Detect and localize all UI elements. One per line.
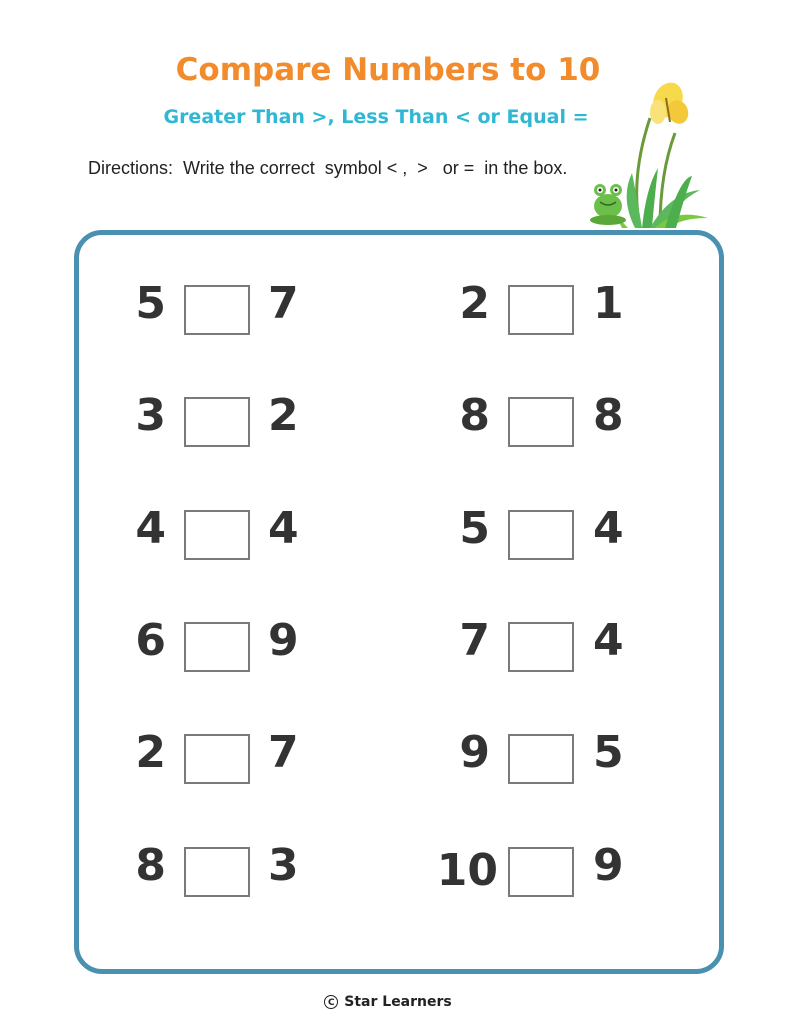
answer-box[interactable] — [184, 734, 250, 784]
right-number-a: 2 — [459, 278, 490, 329]
page-subtitle: Greater Than >, Less Than < or Equal = — [163, 106, 589, 128]
right-number-a: 7 — [459, 615, 490, 666]
left-number-b: 9 — [268, 615, 299, 666]
left-number-a: 8 — [135, 840, 166, 891]
right-number-a: 9 — [459, 727, 490, 778]
answer-box[interactable] — [184, 285, 250, 335]
frog-icon — [590, 184, 626, 225]
right-number-b: 9 — [593, 840, 624, 891]
right-number-b: 8 — [593, 390, 624, 441]
copyright-icon: C — [324, 995, 338, 1009]
answer-box[interactable] — [508, 622, 574, 672]
right-number-b: 4 — [593, 615, 624, 666]
right-number-b: 1 — [593, 278, 624, 329]
left-number-b: 2 — [268, 390, 299, 441]
right-number-a: 5 — [459, 503, 490, 554]
left-number-b: 7 — [268, 727, 299, 778]
answer-box[interactable] — [184, 622, 250, 672]
butterfly-icon — [648, 78, 692, 127]
answer-box[interactable] — [508, 734, 574, 784]
left-number-a: 3 — [135, 390, 166, 441]
answer-box[interactable] — [184, 510, 250, 560]
page-title: Compare Numbers to 10 — [175, 52, 601, 88]
right-number-b: 4 — [593, 503, 624, 554]
left-number-b: 3 — [268, 840, 299, 891]
right-number-a: 10 — [436, 845, 498, 896]
right-number-b: 5 — [593, 727, 624, 778]
answer-box[interactable] — [508, 397, 574, 447]
answer-box[interactable] — [184, 847, 250, 897]
grass-butterfly-frog-decoration — [580, 78, 710, 230]
answer-box[interactable] — [508, 510, 574, 560]
brand-name: Star Learners — [344, 994, 452, 1010]
left-number-a: 5 — [135, 278, 166, 329]
right-number-a: 8 — [459, 390, 490, 441]
left-number-a: 6 — [135, 615, 166, 666]
footer-credit — [0, 994, 776, 1010]
answer-box[interactable] — [184, 397, 250, 447]
answer-box[interactable] — [508, 285, 574, 335]
directions-text: Directions: Write the correct symbol < , > or = in the box. — [88, 158, 568, 178]
left-number-b: 4 — [268, 503, 299, 554]
answer-box[interactable] — [508, 847, 574, 897]
left-number-b: 7 — [268, 278, 299, 329]
left-number-a: 2 — [135, 727, 166, 778]
left-number-a: 4 — [135, 503, 166, 554]
